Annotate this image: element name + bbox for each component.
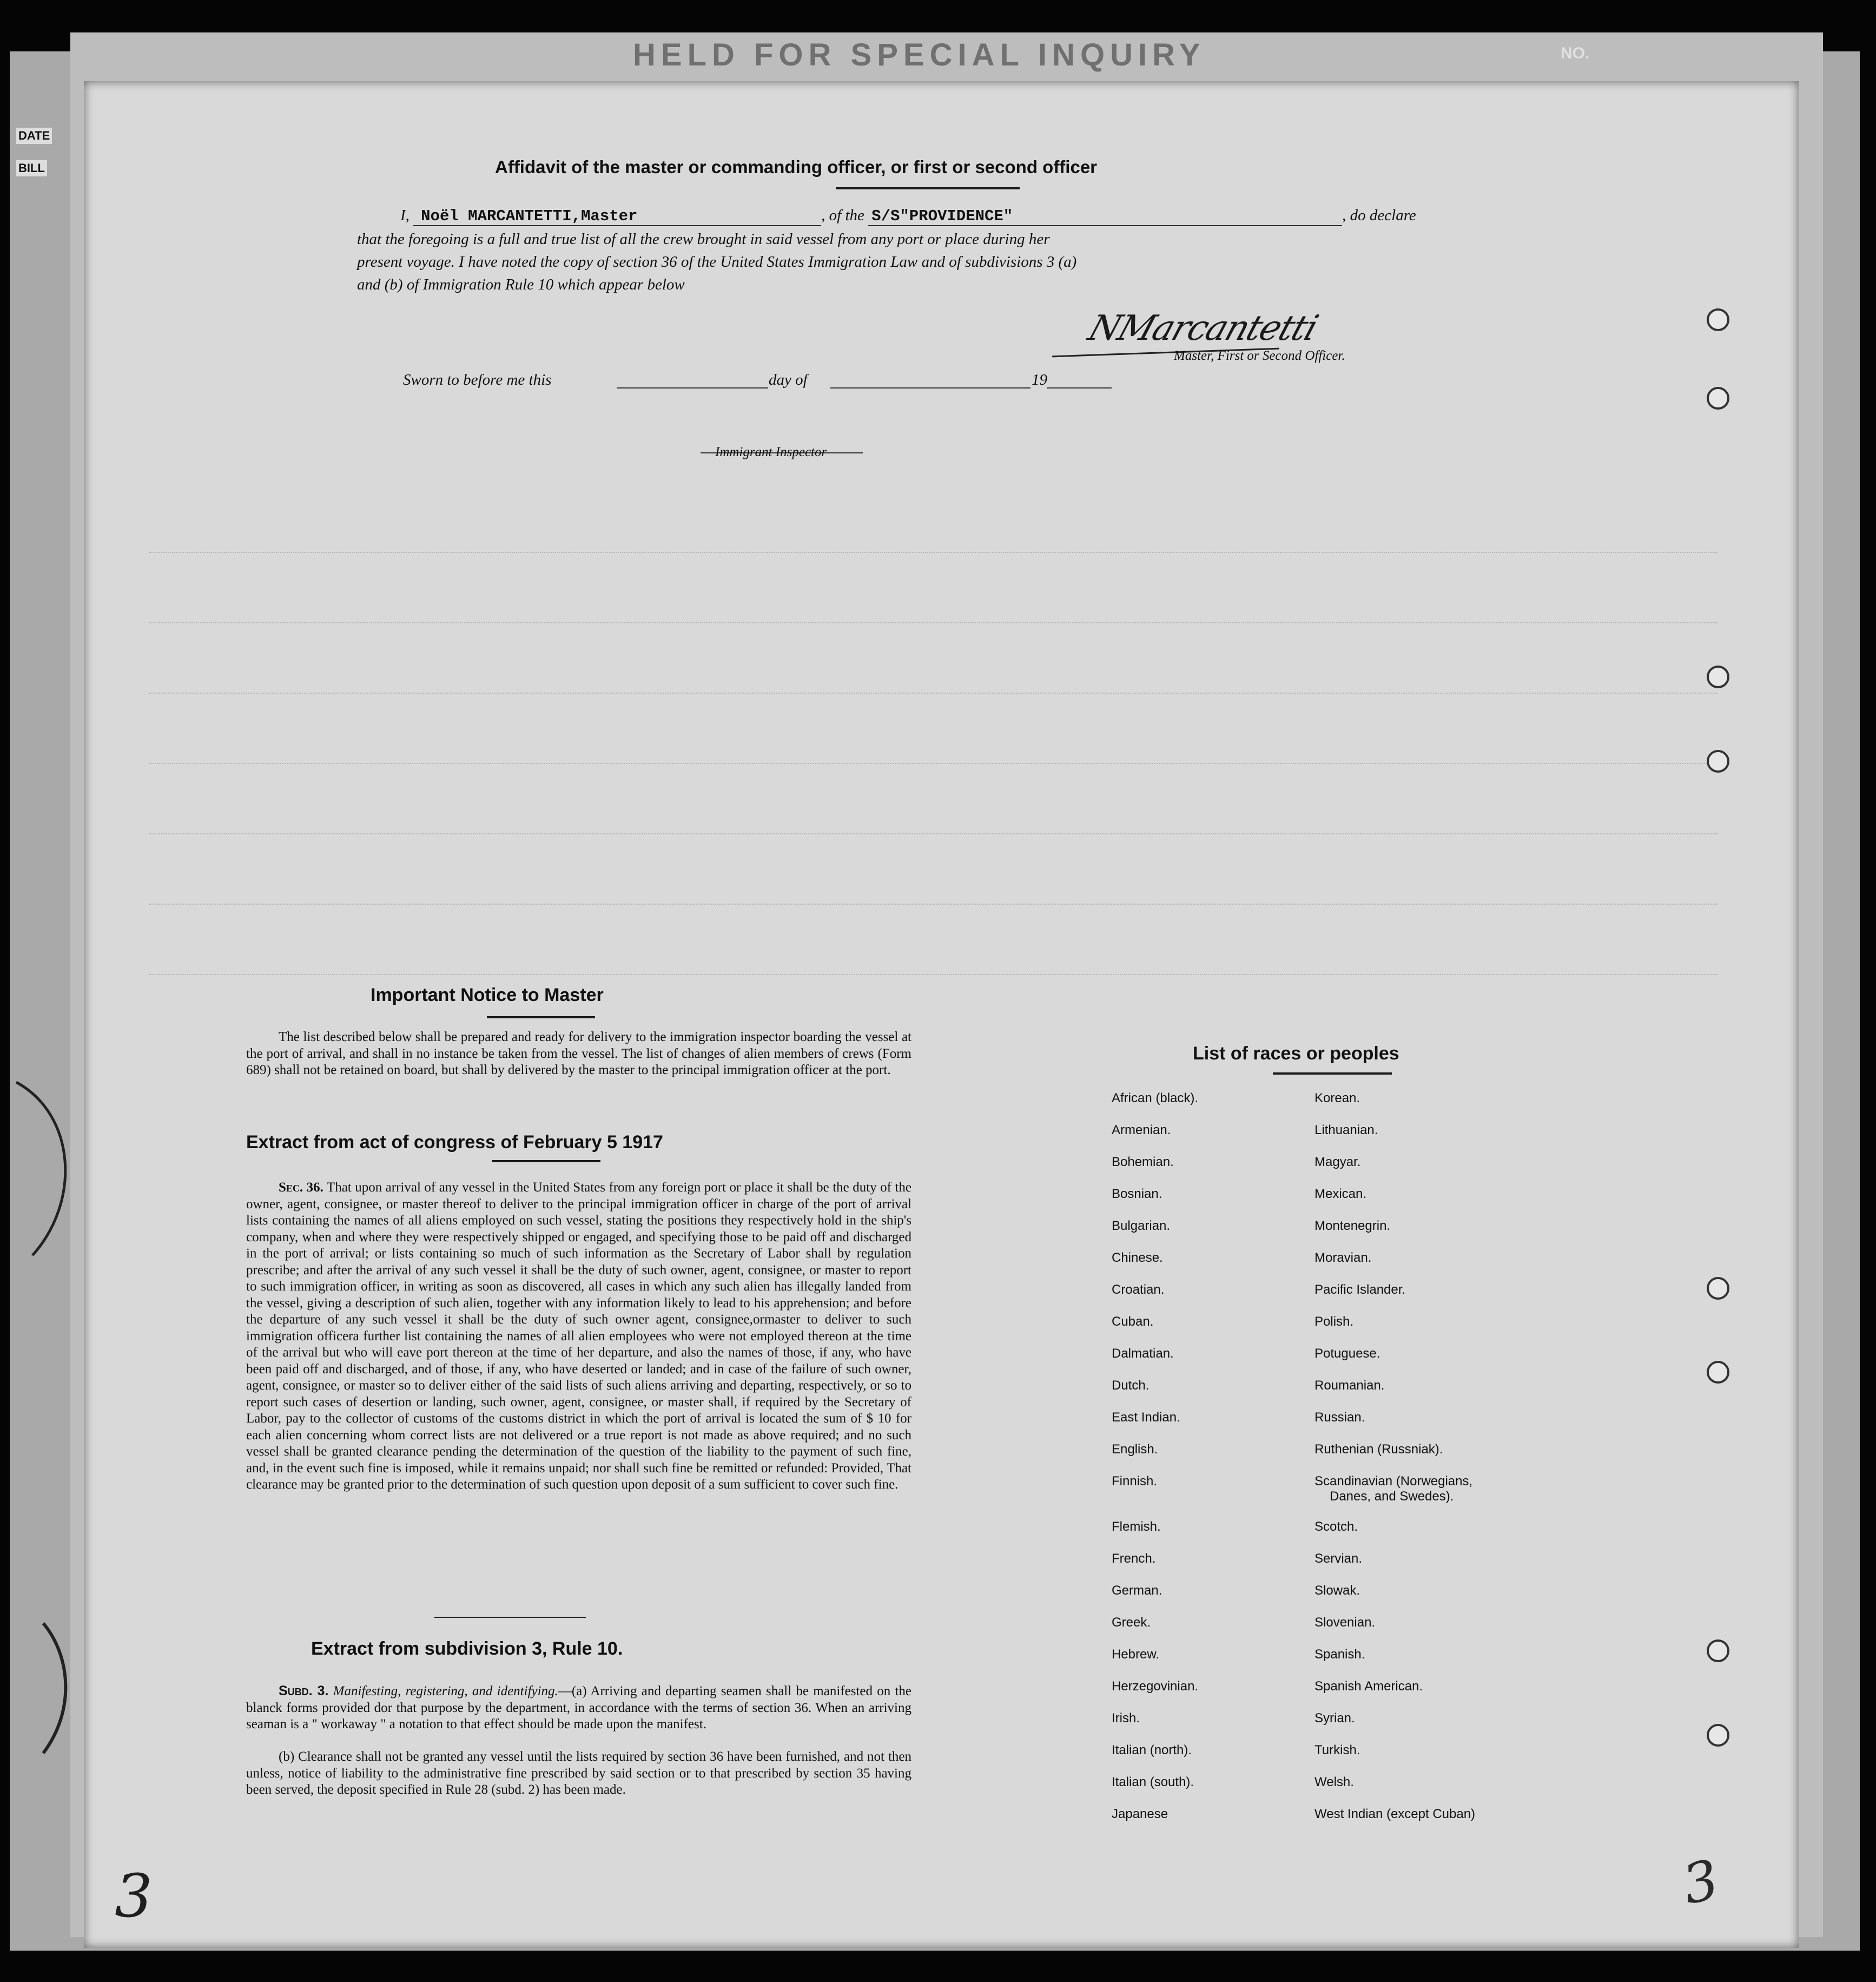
extract-rule-subd-heading: Manifesting, registering, and identifying. <box>333 1684 558 1698</box>
background-header-fragment: HELD FOR SPECIAL INQUIRY <box>633 37 1206 73</box>
race-item: Spanish. <box>1314 1647 1365 1662</box>
race-item: Roumanian. <box>1314 1378 1385 1393</box>
extract-act-text: That upon arrival of any vessel in the United States from any foreign port or place it shall be the duty of the owner, agent, consignee, or master thereof to deliver to the principal immigration officer in charge of the port of arrival lists containing the names of all aliens employed on such vessel, stating the positions they respectively hold in the ship's company, when and where they were respectively shipped or engaged, and specifying those to be paid off and discharged in the port of arrival; or lists containing so much of such information as the Secretary of Labor shall by regulation prescribe; and after the arrival of any such vessel it shall be the duty of such owner, agent, consignee, or master to report to such immigration officer, in writing as soon as discovered, all cases in which any such alien has illegally landed from the vessel, giving a description of such alien, together with any information likely to lead to his apprehension; and before the departure of any such vessel it shall be the duty of such owner agent, consignee,ormaster to deliver to such immigration officera further list containing the names of all alien employees who were not employed thereon at the time of the arrival but who will eave port thereon at the time of her departure, and also the names of those, if any, who have been paid off and discharged, and of those, if any, who have deserted or landed; and in case of the failure of such owner, agent, consignee, or master so to deliver either of the said lists of such aliens arriving and departing, respectively, or so to report such cases of desertion or landing, such owner, agent, consignee, or master shall, if required by the Secretary of Labor, pay to the collector of customs of the customs district in which the port of arrival is located the sum of $ 10 for each alien concerning whom correct lists are not delivered or a true report is not made as above required; and no such vessel shall be granted clearance pending the determination of the question of the liability to the payment of such fine, and, in the event such fine is imposed, while it remains unpaid; nor shall such fine be remitted or refunded: Provided, That clearance may be granted prior to the determination of such question upon deposit of a sum sufficient to cover such fine. <box>246 1180 911 1492</box>
race-item: Japanese <box>1112 1807 1168 1821</box>
master-signature: NMarcantetti <box>1083 308 1323 348</box>
race-item: Flemish. <box>1112 1519 1161 1534</box>
margin-pen-strokes <box>11 974 92 1786</box>
race-item: East Indian. <box>1112 1410 1180 1425</box>
binder-hole-icon <box>1707 387 1729 410</box>
race-item: Korean. <box>1314 1091 1360 1105</box>
race-item: Finnish. <box>1112 1474 1158 1489</box>
race-item: Croatian. <box>1112 1282 1165 1297</box>
race-item: Italian (south). <box>1112 1775 1194 1789</box>
affidavit-line-1 <box>400 207 1416 226</box>
race-item: African (black). <box>1112 1091 1199 1105</box>
race-item: Moravian. <box>1314 1250 1372 1265</box>
inspector-caption: Immigrant Inspector <box>715 445 827 459</box>
binder-hole-icon <box>1707 750 1729 773</box>
race-item: Hebrew. <box>1112 1647 1160 1662</box>
race-item: Turkish. <box>1314 1743 1360 1757</box>
affidavit-line-2: that the foregoing is a full and true list of all the crew brought in said vessel from any port or place during her <box>357 231 1050 248</box>
race-item: Polish. <box>1314 1314 1354 1329</box>
affidavit-sheet <box>84 81 1799 1948</box>
extract-act-body <box>246 1180 911 1493</box>
affidavit-line-4: and (b) of Immigration Rule 10 which appear below <box>357 276 685 293</box>
race-item: Ruthenian (Russniak). <box>1314 1442 1443 1457</box>
race-item: Scotch. <box>1314 1519 1358 1534</box>
notice-title: Important Notice to Master <box>371 985 604 1005</box>
extract-rule-para-a-text: —(a) Arriving and departing seamen shall be manifested on the blanck forms provided dor that purpose by the department, in accordance with the terms of section 36. When an arriving seaman is a " workaway " a notation to that effect should be made upon the manifest. <box>246 1684 911 1731</box>
race-item: Irish. <box>1112 1711 1140 1726</box>
race-item: Russian. <box>1314 1410 1365 1425</box>
affidavit-line1-prefix: I, <box>400 207 409 224</box>
race-item: Lithuanian. <box>1314 1123 1378 1137</box>
extract-rule-para-b: (b) Clearance shall not be granted any vessel until the lists required by section 36 have been furnished, and not then unless, notice of liability to the administrative fine prescribed by said section or to that prescribed by section 35 having been served, the deposit specified in Rule 28 (subd. 2) has been made. <box>246 1749 911 1797</box>
race-item: Italian (north). <box>1112 1743 1192 1757</box>
race-item: French. <box>1112 1551 1156 1566</box>
binder-hole-icon <box>1707 666 1729 688</box>
race-item: Greek. <box>1112 1615 1151 1630</box>
race-item: Montenegrin. <box>1314 1219 1391 1233</box>
extract-act-title: Extract from act of congress of February 5 1917 <box>246 1132 663 1153</box>
master-name: Noël MARCANTETTI,Master <box>413 207 821 226</box>
sworn-prefix: Sworn to before me this <box>403 371 552 389</box>
margin-mark-bottom-right: 3 <box>1677 1847 1725 1917</box>
affidavit-line-3: present voyage. I have noted the copy of section 36 of the United States Immigration Law and of subdivisions 3 (a) <box>357 253 1077 271</box>
race-item: Bosnian. <box>1112 1187 1162 1201</box>
margin-mark-bottom-left: 3 <box>115 1861 153 1931</box>
vessel-name: S/S"PROVIDENCE" <box>868 207 1342 226</box>
race-item: Mexican. <box>1314 1187 1367 1201</box>
race-item: Welsh. <box>1314 1775 1354 1789</box>
binder-hole-icon <box>1707 1639 1729 1662</box>
race-item: Potuguese. <box>1314 1346 1380 1361</box>
extract-act-section-label: Sec. 36. <box>279 1180 323 1195</box>
background-no-label: NO. <box>1561 44 1590 62</box>
extract-rule-title: Extract from subdivision 3, Rule 10. <box>311 1638 623 1659</box>
affidavit-title: Affidavit of the master or commanding officer, or first or second officer <box>495 157 1098 177</box>
race-item: Pacific Islander. <box>1314 1282 1406 1297</box>
races-title: List of races or peoples <box>1193 1043 1399 1064</box>
race-item: English. <box>1112 1442 1158 1457</box>
races-left-column <box>1112 1091 1296 1839</box>
background-margin-label-date: DATE <box>16 128 52 144</box>
race-item: West Indian (except Cuban) <box>1314 1807 1476 1821</box>
race-item: Slovenian. <box>1314 1615 1376 1630</box>
race-item: Slowak. <box>1314 1583 1360 1598</box>
binder-hole-icon <box>1707 308 1729 331</box>
background-margin-label-bill: BILL <box>16 160 47 176</box>
extract-rule-subd-label: Subd. 3. <box>279 1683 329 1698</box>
race-item: Chinese. <box>1112 1250 1163 1265</box>
race-item: Scandinavian (Norwegians, <box>1314 1474 1473 1489</box>
binder-hole-icon <box>1707 1361 1729 1384</box>
race-item: Danes, and Swedes). <box>1330 1489 1454 1504</box>
race-item: Servian. <box>1314 1551 1363 1566</box>
sworn-year-prefix: 19 <box>1032 371 1047 389</box>
affidavit-line1-suffix: , do declare <box>1342 207 1416 224</box>
sworn-day-of: day of <box>769 371 808 389</box>
binder-hole-icon <box>1707 1724 1729 1747</box>
race-item: Herzegovinian. <box>1112 1679 1199 1694</box>
race-item: Dutch. <box>1112 1378 1150 1393</box>
race-item: Magyar. <box>1314 1155 1361 1169</box>
race-item: German. <box>1112 1583 1162 1598</box>
notice-text: The list described below shall be prepared and ready for delivery to the immigration inspector boarding the vessel at the port of arrival, and shall in no instance be taken from the vessel. The list of changes of alien members of crews (Form 689) shall not be retained on board, but shall by delivered by the master to the principal immigration officer at the port. <box>246 1030 911 1077</box>
race-item: Bulgarian. <box>1112 1219 1171 1233</box>
race-item: Spanish American. <box>1314 1679 1423 1694</box>
race-item: Dalmatian. <box>1112 1346 1174 1361</box>
races-right-column <box>1314 1091 1542 1839</box>
race-item: Armenian. <box>1112 1123 1171 1137</box>
extract-rule-para-a <box>246 1683 911 1733</box>
race-item: Cuban. <box>1112 1314 1154 1329</box>
race-item: Bohemian. <box>1112 1155 1174 1169</box>
race-item: Syrian. <box>1314 1711 1355 1726</box>
signature-caption: Master, First or Second Officer. <box>1174 348 1345 363</box>
binder-hole-icon <box>1707 1277 1729 1300</box>
affidavit-line1-mid: , of the <box>821 207 864 224</box>
